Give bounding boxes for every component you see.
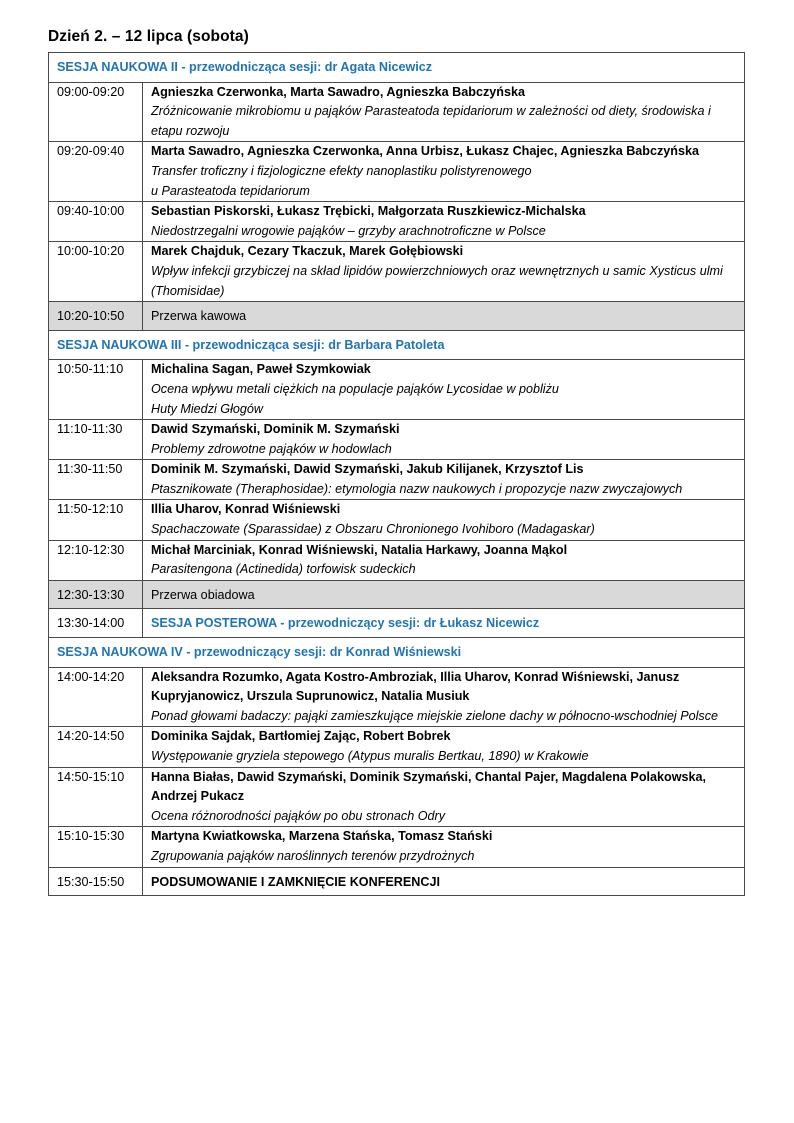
- talk-title: Zgrupowania pająków naroślinnych terenów przydrożnych: [151, 848, 475, 863]
- page-title: Dzień 2. – 12 lipca (sobota): [48, 28, 249, 45]
- talk-title: Ponad głowami badaczy: pająki zamieszkujące miejskie zielone dachy w północno-wschodniej Polsce: [151, 708, 719, 723]
- talk-title: Transfer troficzny i fizjologiczne efekty nanoplastiku polistyrenowego u Parasteatoda tepidariorum: [151, 163, 532, 198]
- session-header-row: [49, 53, 745, 83]
- poster-session-label: SESJA POSTEROWA - przewodniczący sesji: dr Łukasz Nicewicz: [143, 609, 745, 638]
- talk-cell: [143, 142, 745, 202]
- talk-title: Zróżnicowanie mikrobiomu u pająków Parasteatoda tepidariorum w zależności od diety, środowiska i etapu rozwoju: [151, 104, 711, 138]
- talk-authors: Hanna Białas, Dawid Szymański, Dominik Szymański, Chantal Pajer, Magdalena Polakowska, Andrzej Pukacz: [151, 769, 707, 804]
- talk-row: [49, 82, 745, 142]
- talk-cell: [143, 460, 745, 500]
- talk-title: Ocena wpływu metali ciężkich na populacje pająków Lycosidae w pobliżu Huty Miedzi Głogów: [151, 381, 559, 416]
- talk-row: [49, 142, 745, 202]
- talk-authors: Martyna Kwiatkowska, Marzena Stańska, Tomasz Stański: [151, 829, 493, 844]
- talk-row: [49, 202, 745, 242]
- break-row: [49, 302, 745, 331]
- time-slot: 14:50-15:10: [49, 767, 143, 827]
- talk-authors: Illia Uharov, Konrad Wiśniewski: [151, 502, 341, 517]
- talk-cell: [143, 202, 745, 242]
- talk-row: [49, 827, 745, 867]
- talk-cell: [143, 360, 745, 420]
- time-slot: 09:40-10:00: [49, 202, 143, 242]
- time-slot: 14:00-14:20: [49, 667, 143, 727]
- talk-authors: Marek Chajduk, Cezary Tkaczuk, Marek Gołębiowski: [151, 244, 464, 259]
- time-slot: 12:10-12:30: [49, 540, 143, 580]
- time-slot: 11:50-12:10: [49, 500, 143, 540]
- time-slot: 10:20-10:50: [49, 302, 143, 331]
- time-slot: 11:30-11:50: [49, 460, 143, 500]
- talk-row: [49, 242, 745, 302]
- talk-title: Parasitengona (Actinedida) torfowisk sudeckich: [151, 562, 416, 577]
- time-slot: 09:20-09:40: [49, 142, 143, 202]
- talk-authors: Michał Marciniak, Konrad Wiśniewski, Natalia Harkawy, Joanna Mąkol: [151, 542, 568, 557]
- talk-row: [49, 727, 745, 767]
- break-label: Przerwa kawowa: [143, 302, 745, 331]
- talk-cell: [143, 420, 745, 460]
- talk-cell: [143, 727, 745, 767]
- session-header: SESJA NAUKOWA IV - przewodniczący sesji: dr Konrad Wiśniewski: [49, 638, 745, 668]
- poster-session-row: [49, 609, 745, 638]
- talk-cell: [143, 500, 745, 540]
- time-slot: 15:30-15:50: [49, 867, 143, 896]
- talk-cell: [143, 540, 745, 580]
- talk-title: Ocena różnorodności pająków po obu stronach Odry: [151, 808, 446, 823]
- time-slot: 11:10-11:30: [49, 420, 143, 460]
- time-slot: 13:30-14:00: [49, 609, 143, 638]
- talk-authors: Michalina Sagan, Paweł Szymkowiak: [151, 362, 371, 377]
- session-header-row: [49, 330, 745, 360]
- talk-row: [49, 667, 745, 727]
- talk-authors: Marta Sawadro, Agnieszka Czerwonka, Anna Urbisz, Łukasz Chajec, Agnieszka Babczyńska: [151, 144, 700, 159]
- session-header: SESJA NAUKOWA II - przewodnicząca sesji: dr Agata Nicewicz: [49, 53, 745, 83]
- time-slot: 14:20-14:50: [49, 727, 143, 767]
- talk-row: [49, 360, 745, 420]
- break-label: Przerwa obiadowa: [143, 580, 745, 609]
- talk-authors: Dominik M. Szymański, Dawid Szymański, Jakub Kilijanek, Krzysztof Lis: [151, 462, 584, 477]
- talk-title: Wpływ infekcji grzybiczej na skład lipidów powierzchniowych oraz wewnętrznych u samic Xysticus ulmi (Thomisidae): [151, 263, 723, 298]
- talk-cell: [143, 667, 745, 727]
- talk-authors: Agnieszka Czerwonka, Marta Sawadro, Agnieszka Babczyńska: [151, 84, 525, 99]
- schedule-table: [48, 52, 745, 896]
- time-slot: 12:30-13:30: [49, 580, 143, 609]
- break-row: [49, 580, 745, 609]
- talk-title: Problemy zdrowotne pająków w hodowlach: [151, 441, 392, 456]
- talk-authors: Dominika Sajdak, Bartłomiej Zając, Robert Bobrek: [151, 729, 451, 744]
- time-slot: 10:00-10:20: [49, 242, 143, 302]
- talk-cell: [143, 82, 745, 142]
- talk-title: Ptasznikowate (Theraphosidae): etymologia nazw naukowych i propozycje nazw zwyczajowych: [151, 481, 683, 496]
- time-slot: 10:50-11:10: [49, 360, 143, 420]
- talk-row: [49, 420, 745, 460]
- talk-row: [49, 540, 745, 580]
- talk-authors: Dawid Szymański, Dominik M. Szymański: [151, 422, 400, 437]
- talk-cell: [143, 827, 745, 867]
- talk-title: Spachaczowate (Sparassidae) z Obszaru Chronionego Ivohiboro (Madagaskar): [151, 522, 595, 537]
- talk-row: [49, 460, 745, 500]
- closing-label: PODSUMOWANIE I ZAMKNIĘCIE KONFERENCJI: [143, 867, 745, 896]
- closing-row: [49, 867, 745, 896]
- talk-cell: [143, 767, 745, 827]
- talk-title: Występowanie gryziela stepowego (Atypus muralis Bertkau, 1890) w Krakowie: [151, 749, 589, 763]
- session-header-row: [49, 638, 745, 668]
- talk-cell: [143, 242, 745, 302]
- talk-row: [49, 767, 745, 827]
- time-slot: 09:00-09:20: [49, 82, 143, 142]
- session-header: SESJA NAUKOWA III - przewodnicząca sesji: dr Barbara Patoleta: [49, 330, 745, 360]
- talk-title: Niedostrzegalni wrogowie pająków – grzyby arachnotroficzne w Polsce: [151, 223, 546, 238]
- talk-authors: Sebastian Piskorski, Łukasz Trębicki, Małgorzata Ruszkiewicz-Michalska: [151, 204, 586, 219]
- talk-row: [49, 500, 745, 540]
- talk-authors: Aleksandra Rozumko, Agata Kostro-Ambroziak, Illia Uharov, Konrad Wiśniewski, Janusz Kupryjanowicz, Urszula Suprunowicz, Natalia Musiuk: [151, 669, 680, 704]
- time-slot: 15:10-15:30: [49, 827, 143, 867]
